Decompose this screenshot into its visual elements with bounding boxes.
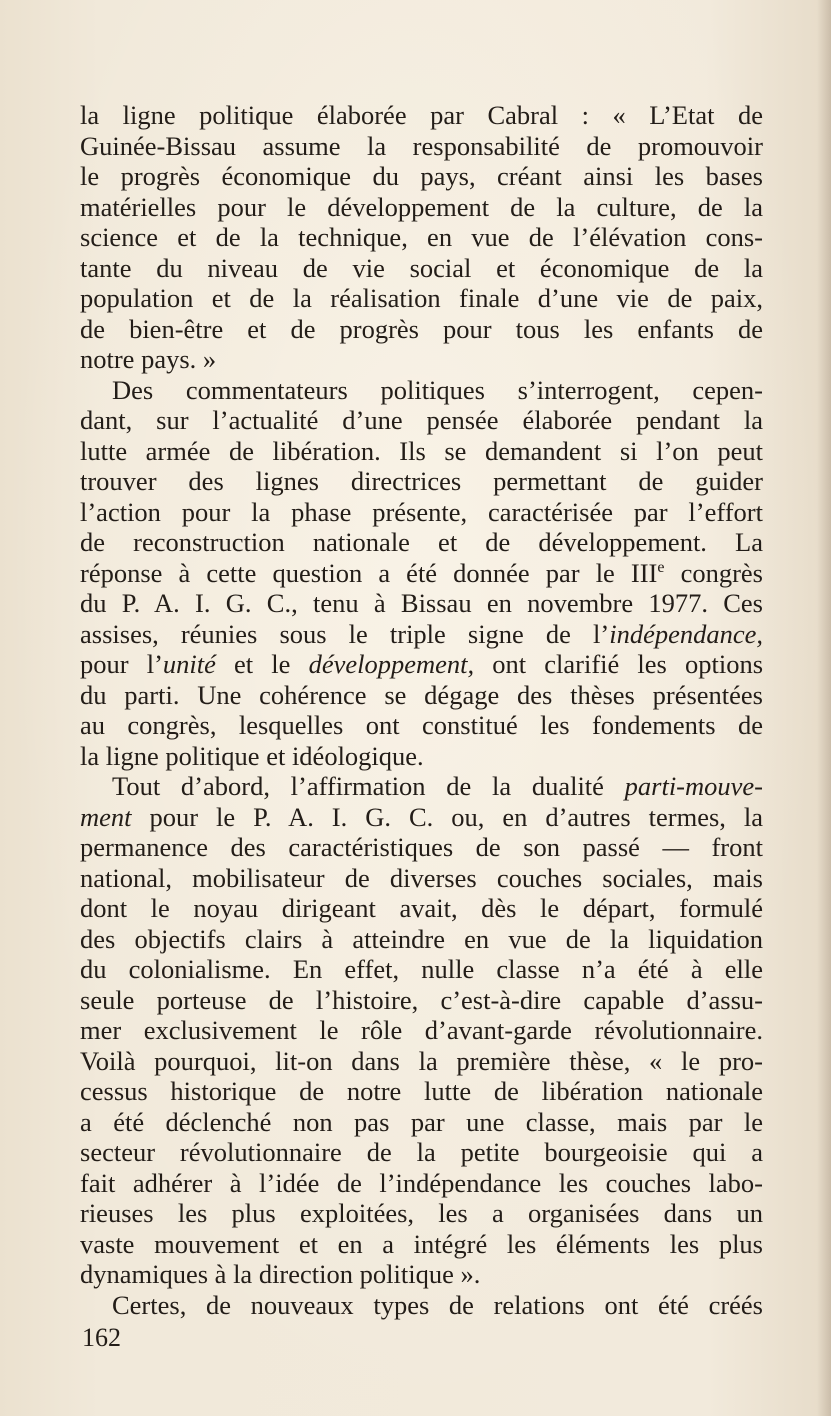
text-line bbox=[80, 893, 763, 924]
italic-segment: ment bbox=[80, 801, 132, 832]
text-segment: rieuses les plus exploitées, les a organisées dans un bbox=[80, 1198, 763, 1228]
text-segment: notre pays. » bbox=[80, 344, 217, 374]
text-segment: dant, sur l’actualité d’une pensée élaborée pendant la bbox=[80, 405, 763, 435]
text-segment: du parti. Une cohérence se dégage des thèses présentées bbox=[80, 679, 763, 710]
text-line bbox=[80, 771, 763, 802]
text-segment: ont clarifié les options bbox=[474, 649, 764, 679]
text-segment: pour le P. A. I. G. C. ou, en d’autres termes, la bbox=[131, 801, 763, 832]
text-segment: des objectifs clairs à atteindre en vue de la liquidation bbox=[80, 923, 763, 954]
text-segment: du colonialisme. En effet, nulle classe n’a été à elle bbox=[80, 954, 763, 984]
text-line bbox=[80, 1259, 763, 1290]
text-line bbox=[80, 619, 763, 650]
text-line bbox=[80, 1076, 763, 1107]
italic-segment: parti-mouve- bbox=[624, 771, 763, 801]
text-segment: Des commentateurs politiques s’interrogent, cepen- bbox=[112, 374, 763, 405]
text-segment: cessus historique de notre lutte de libération nationale bbox=[80, 1076, 763, 1106]
text-line bbox=[80, 527, 763, 558]
text-line bbox=[80, 1290, 763, 1321]
text-segment: population et de la réalisation finale d’une vie de paix, bbox=[80, 283, 763, 313]
text-line bbox=[80, 863, 763, 894]
text-segment: Tout d’abord, l’affirmation de la dualité bbox=[112, 771, 625, 801]
text-line bbox=[80, 161, 763, 192]
text-segment: de bien-être et de progrès pour tous les enfants de bbox=[80, 313, 763, 344]
text-segment: seule porteuse de l’histoire, c’est-à-dire capable d’assu- bbox=[80, 984, 763, 1015]
text-line bbox=[80, 222, 763, 253]
text-line bbox=[80, 1198, 763, 1229]
text-line bbox=[80, 832, 763, 863]
text-segment: réponse à cette question a été donnée par le III bbox=[80, 557, 658, 588]
text-segment: Guinée-Bissau assume la responsabilité de promouvoir bbox=[80, 130, 763, 161]
text-segment: permanence des caractéristiques de son passé — front bbox=[80, 832, 763, 862]
text-segment: la ligne politique et idéologique. bbox=[80, 740, 424, 771]
text-line bbox=[80, 375, 763, 406]
text-line bbox=[80, 253, 763, 284]
text-segment: le progrès économique du pays, créant ainsi les bases bbox=[80, 161, 763, 191]
text-segment: fait adhérer à l’idée de l’indépendance les couches labo- bbox=[80, 1167, 763, 1198]
text-segment: national, mobilisateur de diverses couches sociales, mais bbox=[80, 862, 763, 893]
text-line bbox=[80, 985, 763, 1016]
text-line bbox=[80, 1229, 763, 1260]
text-segment: congrès bbox=[664, 557, 763, 588]
text-segment: dont le noyau dirigeant avait, dès le départ, formulé bbox=[80, 893, 763, 923]
text-line bbox=[80, 1168, 763, 1199]
text-segment: au congrès, lesquelles ont constitué les fondements de bbox=[80, 710, 763, 740]
text-segment: dynamiques à la direction politique ». bbox=[80, 1259, 481, 1289]
text-segment: et le bbox=[215, 649, 309, 679]
text-segment: la ligne politique élaborée par Cabral : « L’Etat de bbox=[80, 100, 763, 130]
superscript-segment: e bbox=[657, 558, 665, 576]
text-line bbox=[80, 466, 763, 497]
page-number: 162 bbox=[82, 1323, 121, 1352]
text-segment: assises, réunies sous le triple signe de l’ bbox=[80, 618, 610, 649]
italic-segment: unité bbox=[162, 649, 216, 679]
text-line bbox=[80, 131, 763, 162]
text-line bbox=[80, 497, 763, 528]
text-segment: trouver des lignes directrices permettant de guider bbox=[80, 466, 763, 496]
text-line bbox=[80, 405, 763, 436]
text-line bbox=[80, 283, 763, 314]
text-line bbox=[80, 1015, 763, 1046]
text-line bbox=[80, 1046, 763, 1077]
text-segment: l’action pour la phase présente, caractérisée par l’effort bbox=[80, 496, 763, 527]
italic-segment: développement, bbox=[308, 649, 475, 679]
italic-segment: indépendance, bbox=[609, 618, 763, 649]
text-line bbox=[80, 436, 763, 467]
text-line bbox=[80, 649, 763, 680]
text-segment: du P. A. I. G. C., tenu à Bissau en novembre 1977. Ces bbox=[80, 588, 763, 618]
text-segment: vaste mouvement et en a intégré les éléments les plus bbox=[80, 1228, 763, 1259]
text-line bbox=[80, 954, 763, 985]
text-segment: mer exclusivement le rôle d’avant-garde révolutionnaire. bbox=[80, 1015, 763, 1045]
text-line bbox=[80, 588, 763, 619]
text-line bbox=[80, 710, 763, 741]
text-segment: Voilà pourquoi, lit-on dans la première thèse, « le pro- bbox=[80, 1045, 763, 1076]
text-line bbox=[80, 802, 763, 833]
text-segment: matérielles pour le développement de la culture, de la bbox=[80, 191, 763, 222]
text-line bbox=[80, 314, 763, 345]
page-edge-shadow bbox=[817, 0, 831, 1416]
text-segment: a été déclenché non pas par une classe, mais par le bbox=[80, 1106, 763, 1137]
text-segment: tante du niveau de vie social et économique de la bbox=[80, 252, 763, 283]
text-segment: pour l’ bbox=[80, 649, 163, 679]
text-line bbox=[80, 1137, 763, 1168]
text-segment: lutte armée de libération. Ils se demandent si l’on peut bbox=[80, 435, 763, 466]
text-line bbox=[80, 344, 763, 375]
text-line bbox=[80, 558, 763, 589]
text-line bbox=[80, 924, 763, 955]
text-line bbox=[80, 192, 763, 223]
text-line bbox=[80, 680, 763, 711]
text-line bbox=[80, 741, 763, 772]
text-line bbox=[80, 100, 763, 131]
text-line bbox=[80, 1107, 763, 1138]
text-segment: secteur révolutionnaire de la petite bourgeoisie qui a bbox=[80, 1137, 763, 1167]
body-text bbox=[80, 100, 763, 1320]
text-segment: Certes, de nouveaux types de relations ont été créés bbox=[112, 1289, 763, 1320]
text-segment: de reconstruction nationale et de développement. La bbox=[80, 527, 763, 557]
text-segment: science et de la technique, en vue de l’élévation cons- bbox=[80, 222, 763, 252]
